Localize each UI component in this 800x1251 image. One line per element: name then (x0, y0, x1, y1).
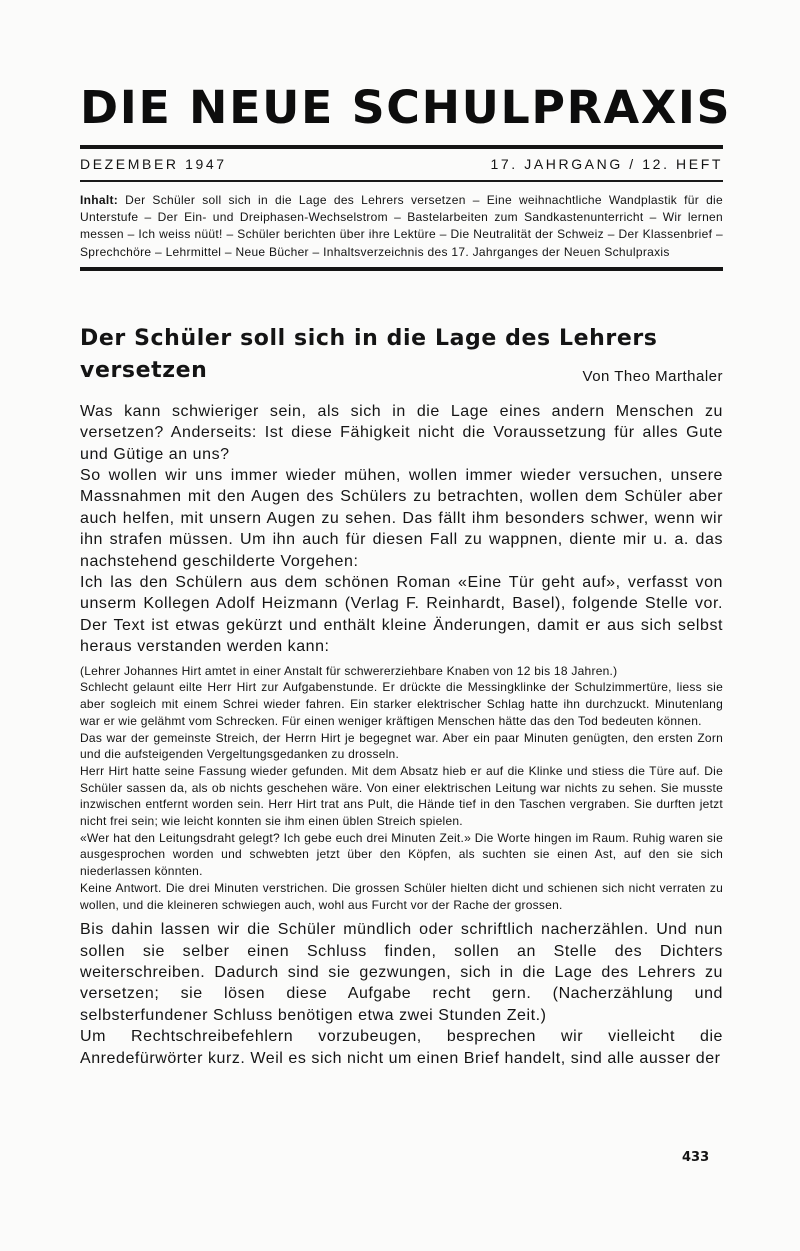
toc-text: Der Schüler soll sich in die Lage des Lehrers versetzen – Eine weihnachtliche Wandplastik für die Unterstufe – Der Ein- und Dreiphasen-Wechselstrom – Bastelarbeiten zum Sandkastenunterricht – Wir lernen messen – Ich weiss nüüt! – Schüler berichten über ihre Lektüre – Die Neutralität der Schweiz – Der Klassenbrief – Sprechchöre – Lehrmittel – Neue Bücher – Inhaltsverzeichnis des 17. Jahrganges der Neuen Schulpraxis (80, 193, 723, 259)
article-title: Der Schüler soll sich in die Lage des Lehrers versetzen (80, 325, 658, 383)
toc-rule (80, 267, 723, 271)
excerpt-paragraph: Keine Antwort. Die drei Minuten verstrichen. Die grossen Schüler hielten dicht und schienen sich nicht verraten zu wollen, und die kleineren schwiegen auch, wohl aus Furcht vor der Rache der grossen. (80, 880, 723, 912)
novel-excerpt (80, 663, 723, 914)
paragraph: Was kann schwieriger sein, als sich in die Lage eines andern Menschen zu versetzen? Anderseits: Ist diese Fähigkeit nicht die Voraussetzung für alles Gute und Gütige an uns? (80, 402, 723, 463)
journal-masthead: DIE NEUE SCHULPRAXIS (80, 81, 732, 134)
masthead-rule (80, 145, 723, 149)
paragraph: Bis dahin lassen wir die Schüler mündlich oder schriftlich nacherzählen. Und nun sollen sie selber einen Schluss finden, sollen an Stelle des Dichters weiterschreiben. Dadurch sind sie gezwungen, sich in die Lage des Lehrers zu versetzen; sie lösen diese Aufgabe recht gern. (Nacherzählung und selbsterfundener Schluss benötigen etwa zwei Stunden Zeit.) (80, 921, 723, 1024)
excerpt-paragraph: Das war der gemeinste Streich, der Herrn Hirt je begegnet war. Aber ein paar Minuten genügten, den ersten Zorn und die aufsteigenden Vergeltungsgedanken zu drosseln. (80, 730, 723, 762)
paragraph: Um Rechtschreibefehlern vorzubeugen, besprechen wir vielleicht die Anredefürwörter kurz. Weil es sich nicht um einen Brief handelt, sind alle ausser der (80, 1028, 723, 1067)
toc-label: Inhalt: (80, 193, 119, 207)
article-continuation (80, 919, 723, 1069)
paragraph: So wollen wir uns immer wieder mühen, wollen immer wieder versuchen, unsere Massnahmen mit den Augen des Schülers zu betrachten, wollen dem Schüler aber auch helfen, mit unsern Augen zu sehen. Das fällt ihm besonders schwer, wenn wir ihn strafen müssen. Um ihn auch für diesen Fall zu wappnen, diente mir u. a. das nachstehend geschilderte Vorgehen: (80, 467, 723, 570)
excerpt-paragraph: Schlecht gelaunt eilte Herr Hirt zur Aufgabenstunde. Er drückte die Messingklinke der Schulzimmertüre, liess sie aber sogleich mit einem Schrei wieder fahren. Ein starker elektrischer Schlag hatte ihn durchzuckt. Minutenlang war er wie gelähmt vom Schrecken. Für einen weniger kräftigen Menschen hätte das den Tod bedeuten können. (80, 680, 723, 728)
table-of-contents (80, 192, 723, 261)
journal-page (80, 0, 732, 1069)
issue-date: DEZEMBER 1947 (80, 156, 227, 172)
page-number: 433 (682, 1150, 710, 1165)
article-author: Von Theo Marthaler (582, 367, 723, 385)
issue-line (80, 150, 723, 178)
article-intro (80, 401, 723, 658)
issue-rule (80, 180, 723, 182)
excerpt-paragraph: Herr Hirt hatte seine Fassung wieder gefunden. Mit dem Absatz hieb er auf die Klinke und stiess die Türe auf. Die Schüler sassen da, als ob nichts geschehen wäre. Von einer elektrischen Leitung war nichts zu sehen. Sie musste inzwischen entfernt worden sein. Herr Hirt trat ans Pult, die Hände tief in den Taschen vergraben. Sie durften jetzt nicht frei sein; wie leicht konnten sie ihm einen üblen Streich spielen. (80, 763, 723, 829)
excerpt-paragraph: (Lehrer Johannes Hirt amtet in einer Anstalt für schwererziehbare Knaben von 12 bis 18 Jahren.) (80, 663, 618, 678)
paragraph: Ich las den Schülern aus dem schönen Roman «Eine Tür geht auf», verfasst von unserm Kollegen Adolf Heizmann (Verlag F. Reinhardt, Basel), folgende Stelle vor. Der Text ist etwas gekürzt und enthält kleine Änderungen, damit er aus sich selbst heraus verstanden werden kann: (80, 574, 723, 656)
excerpt-paragraph: «Wer hat den Leitungsdraht gelegt? Ich gebe euch drei Minuten Zeit.» Die Worte hingen im Raum. Ruhig waren sie ausgesprochen worden und schwebten jetzt über den Köpfen, als suchten sie einen Ast, auf den sie sich niederlassen könnten. (80, 830, 723, 879)
issue-volume: 17. JAHRGANG / 12. HEFT (490, 156, 723, 172)
article-header (80, 323, 723, 387)
